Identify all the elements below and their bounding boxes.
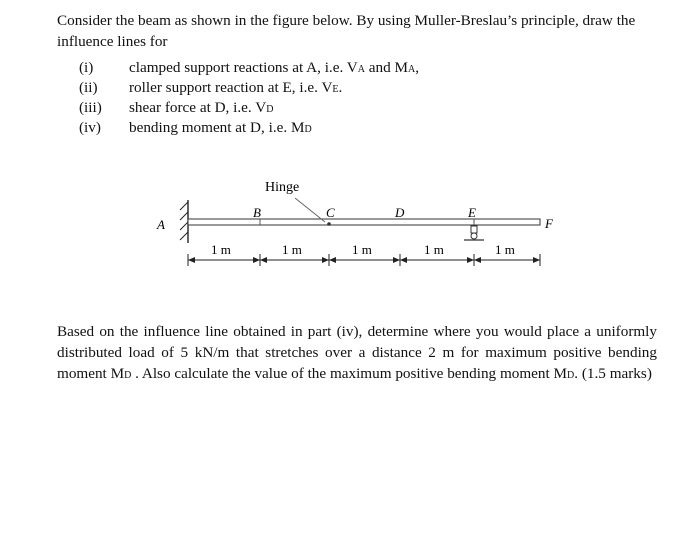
label-b: B	[253, 205, 261, 220]
item-text: shear force at D, i.e. V	[129, 99, 267, 116]
dimension-arrowhead	[533, 257, 540, 263]
item-text: bending moment at D, i.e. M	[129, 119, 305, 136]
question-text-end: . (1.5 marks)	[574, 365, 652, 382]
dimension-arrowhead	[329, 257, 336, 263]
item-number: (iv)	[79, 119, 101, 136]
roller-support	[471, 226, 477, 233]
span-label-ef: 1 m	[495, 242, 515, 257]
item-text: clamped support reactions at A, i.e. V	[129, 59, 358, 76]
dimension-arrowhead	[474, 257, 481, 263]
label-a: A	[157, 217, 165, 232]
wall-hatch	[180, 222, 188, 230]
question-subscript: D	[124, 370, 132, 381]
beam-figure	[140, 170, 580, 285]
item-text-tail: ,	[415, 59, 420, 76]
item-text-mid: and M	[364, 59, 409, 76]
item-number: (iii)	[79, 99, 102, 116]
item-text: roller support reaction at E, i.e. V	[129, 79, 333, 96]
item-text-tail: .	[338, 79, 343, 96]
label-e: E	[468, 205, 476, 220]
question-text: Based on the influence line obtained in part (iv), determine where you would place a uniformly distributed load of 5 kN/m that stretches over a distance 2 m for maximum positive bending moment M	[57, 323, 657, 382]
item-number: (i)	[79, 59, 94, 76]
hinge-leader-line	[295, 198, 325, 222]
label-f: F	[545, 216, 553, 231]
wall-hatch	[180, 232, 188, 240]
hinge-pin	[327, 222, 331, 226]
intro-paragraph: Consider the beam as shown in the figure below. By using Muller-Breslau’s principle, draw the influence lines for	[57, 12, 636, 50]
wall-hatch	[180, 212, 188, 220]
dimension-arrowhead	[253, 257, 260, 263]
list-item-iv	[79, 118, 312, 140]
question-paragraph	[57, 321, 657, 386]
span-label-ab: 1 m	[211, 242, 231, 257]
dimension-arrowhead	[188, 257, 195, 263]
label-d: D	[395, 205, 405, 220]
span-label-bc: 1 m	[282, 242, 302, 257]
dimension-arrowhead	[400, 257, 407, 263]
question-subscript: D	[567, 370, 575, 381]
item-subscript: E	[332, 84, 339, 95]
dimension-arrowhead	[322, 257, 329, 263]
item-subscript: D	[266, 104, 274, 115]
dimension-arrowhead	[260, 257, 267, 263]
item-subscript: A	[408, 64, 416, 75]
item-subscript: D	[304, 124, 312, 135]
item-subscript: A	[357, 64, 365, 75]
hinge-label: Hinge	[265, 180, 300, 195]
beam	[188, 219, 540, 225]
roller-wheel	[471, 233, 477, 239]
wall-hatch	[180, 202, 188, 210]
label-c: C	[326, 205, 335, 220]
list-item-iii	[79, 98, 273, 120]
dimension-arrowhead	[467, 257, 474, 263]
list-item-ii	[79, 78, 342, 100]
dimension-arrowhead	[393, 257, 400, 263]
item-number: (ii)	[79, 79, 98, 96]
question-text-mid: . Also calculate the value of the maximum positive bending moment M	[131, 365, 568, 382]
span-label-de: 1 m	[424, 242, 444, 257]
list-item-i	[79, 58, 419, 80]
span-label-cd: 1 m	[352, 242, 372, 257]
